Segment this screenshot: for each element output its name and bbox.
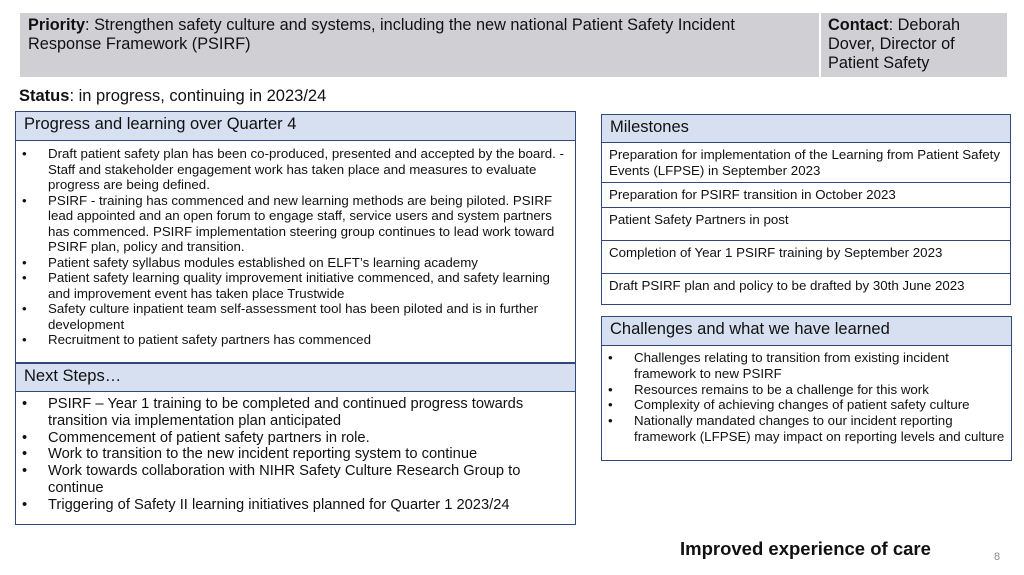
challenges-list [602, 346, 1011, 445]
priority-text: : Strengthen safety culture and systems, including the new national Patient Safety Incident Response Framework (PSIRF) [28, 16, 735, 53]
contact-cell [821, 13, 1007, 77]
list-item: • Triggering of Safety II learning initiatives planned for Quarter 1 2023/24 [16, 497, 575, 514]
footer-tagline: Improved experience of care [680, 538, 931, 559]
contact-text: : Deborah Dover, Director of Patient Safety [828, 16, 961, 72]
list-item: • Work to transition to the new incident reporting system to continue [16, 446, 575, 463]
milestones-panel [601, 114, 1011, 305]
list-item: • Challenges relating to transition from existing incident framework to new PSIRF [602, 350, 1011, 382]
challenges-title: Challenges and what we have learned [602, 317, 1011, 346]
next-steps-list [16, 392, 575, 514]
list-item: • Nationally mandated changes to our incident reporting framework (LFPSE) may impact on reporting levels and culture [602, 413, 1011, 445]
priority-cell [20, 13, 819, 77]
milestone-row: Preparation for implementation of the Learning from Patient Safety Events (LFPSE) in September 2023 [602, 143, 1010, 183]
page-number: 8 [994, 551, 1001, 563]
milestone-row: Patient Safety Partners in post [602, 208, 1010, 241]
list-item: • Complexity of achieving changes of patient safety culture [602, 397, 1011, 413]
next-steps-panel [15, 363, 576, 525]
list-item: • PSIRF - training has commenced and new learning methods are being piloted. PSIRF lead appointed and an open forum to engage staff, service users and system partners has commenced. PSIRF implementation steering group continues to lead work toward PSIRF plan, policy and transition. [16, 193, 575, 255]
status-text: : in progress, continuing in 2023/24 [69, 87, 327, 105]
milestone-row: Draft PSIRF plan and policy to be drafted by 30th June 2023 [609, 278, 965, 293]
challenges-panel [601, 316, 1012, 461]
progress-title: Progress and learning over Quarter 4 [16, 112, 575, 141]
list-item: • Resources remains to be a challenge for this work [602, 382, 1011, 398]
milestone-row: Completion of Year 1 PSIRF training by September 2023 [602, 241, 1010, 274]
status-line [19, 86, 326, 106]
list-item: • Patient safety learning quality improvement initiative commenced, and safety learning and improvement event has taken place Trustwide [16, 270, 575, 301]
next-steps-title: Next Steps… [16, 363, 575, 392]
priority-label: Priority [28, 16, 86, 34]
list-item: • Work towards collaboration with NIHR Safety Culture Research Group to continue [16, 463, 575, 497]
contact-label: Contact [828, 16, 889, 34]
progress-list [16, 141, 575, 348]
milestone-row: Preparation for PSIRF transition in October 2023 [602, 183, 1010, 208]
status-label: Status [19, 87, 70, 105]
list-item: • Patient safety syllabus modules established on ELFT’s learning academy [16, 255, 575, 271]
progress-panel [15, 111, 576, 363]
list-item: • Draft patient safety plan has been co-produced, presented and accepted by the board. - Staff and stakeholder engagement work has taken place and measures to evaluate progress are being defined. [16, 146, 575, 193]
list-item: • Safety culture inpatient team self-assessment tool has been piloted and is in further development [16, 301, 575, 332]
list-item: • Recruitment to patient safety partners has commenced [16, 332, 575, 348]
list-item: • PSIRF – Year 1 training to be completed and continued progress towards transition via implementation plan anticipated [16, 396, 575, 430]
milestones-title: Milestones [602, 115, 1010, 143]
list-item: • Commencement of patient safety partners in role. [16, 430, 575, 447]
